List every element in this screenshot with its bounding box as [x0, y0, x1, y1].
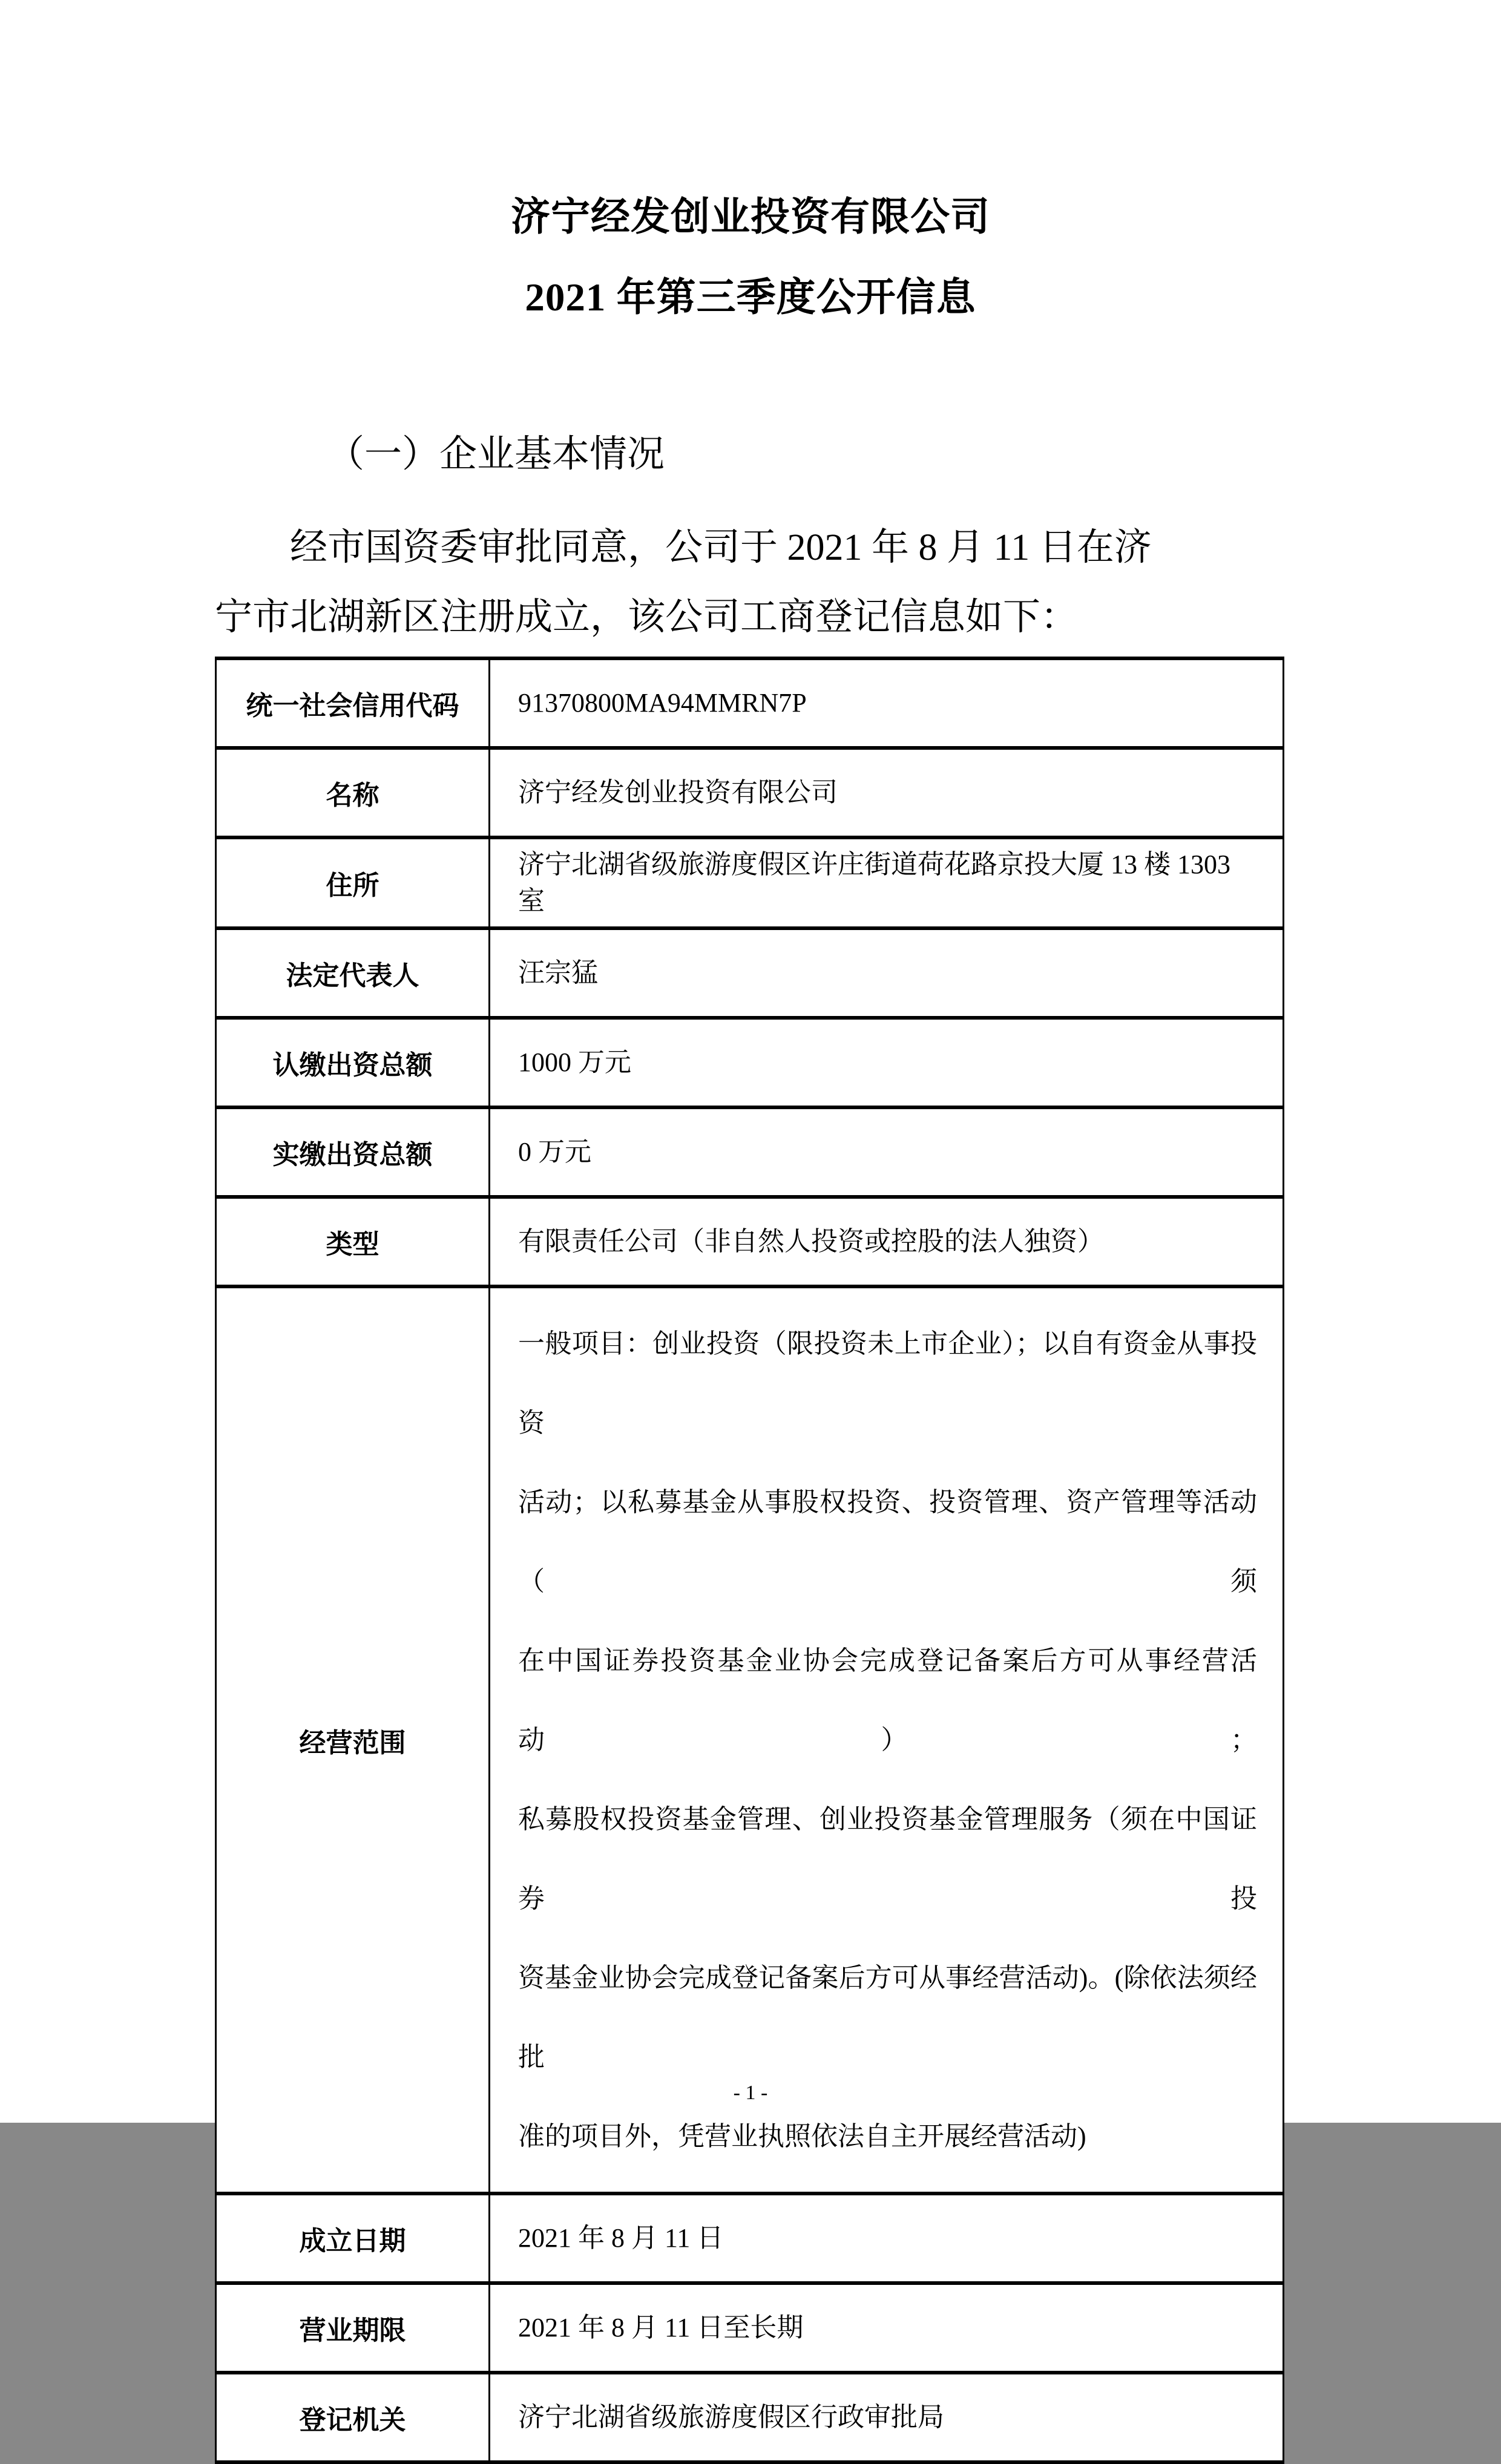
table-row [217, 750, 1283, 839]
business-scope-line: 资基金业协会完成登记备案后方可从事经营活动)。(除依法须经批 [518, 1963, 1257, 2072]
row-value: 济宁北湖省级旅游度假区行政审批局 [518, 2402, 944, 2432]
row-value: 0 万元 [518, 1137, 591, 1167]
row-value: 2021 年 8 月 11 日至长期 [518, 2313, 804, 2342]
row-value: 济宁经发创业投资有限公司 [518, 778, 838, 807]
table-row [217, 2195, 1283, 2285]
row-label: 营业期限 [217, 2285, 490, 2371]
row-value [490, 1288, 1283, 2192]
business-scope-line: 私募股权投资基金管理、创业投资基金管理服务（须在中国证券投 [518, 1804, 1257, 1913]
intro-paragraph-line2: 宁市北湖新区注册成立，该公司工商登记信息如下： [215, 597, 1079, 638]
business-scope-line: 在中国证券投资基金业协会完成登记备案后方可从事经营活动）； [518, 1646, 1257, 1755]
intro-paragraph [215, 513, 1286, 652]
table-row [217, 839, 1283, 930]
row-label: 成立日期 [217, 2195, 490, 2281]
table-row [217, 1109, 1283, 1199]
business-scope-line: 一般项目：创业投资（限投资未上市企业）；以自有资金从事投资 [518, 1329, 1257, 1438]
document-title-line2: 2021 年第三季度公开信息 [525, 276, 976, 319]
row-value: 有限责任公司（非自然人投资或控股的法人独资） [518, 1227, 1104, 1256]
row-label: 法定代表人 [217, 930, 490, 1016]
row-label: 认缴出资总额 [217, 1020, 490, 1106]
table-row [217, 1288, 1283, 2195]
row-value: 2021 年 8 月 11 日 [518, 2223, 724, 2253]
table-row [217, 660, 1283, 750]
row-value: 1000 万元 [518, 1047, 631, 1077]
row-value: 汪宗猛 [518, 958, 598, 988]
row-label: 经营范围 [217, 1288, 490, 2192]
table-row [217, 2285, 1283, 2374]
row-label: 统一社会信用代码 [217, 660, 490, 746]
row-value: 济宁北湖省级旅游度假区许庄街道荷花路京投大厦 13 楼 1303 室 [518, 850, 1230, 916]
row-value: 91370800MA94MMRN7P [518, 688, 807, 718]
table-row [217, 2374, 1283, 2460]
table-row [217, 930, 1283, 1020]
row-label: 名称 [217, 750, 490, 836]
page-number: - 1 - [733, 2082, 768, 2104]
registration-table [215, 657, 1284, 2464]
table-row [217, 1199, 1283, 1288]
section-heading: （一）企业基本情况 [327, 434, 665, 475]
table-row [217, 1020, 1283, 1109]
row-label: 住所 [217, 839, 490, 926]
business-scope-line: 活动；以私募基金从事股权投资、投资管理、资产管理等活动（须 [518, 1487, 1257, 1596]
row-label: 登记机关 [217, 2374, 490, 2460]
business-scope-line: 准的项目外，凭营业执照依法自主开展经营活动) [518, 2122, 1086, 2151]
row-label: 类型 [217, 1199, 490, 1285]
intro-paragraph-line1: 经市国资委审批同意，公司于 2021 年 8 月 11 日在济 [290, 527, 1152, 568]
row-label: 实缴出资总额 [217, 1109, 490, 1195]
document-title-line1: 济宁经发创业投资有限公司 [510, 195, 990, 239]
